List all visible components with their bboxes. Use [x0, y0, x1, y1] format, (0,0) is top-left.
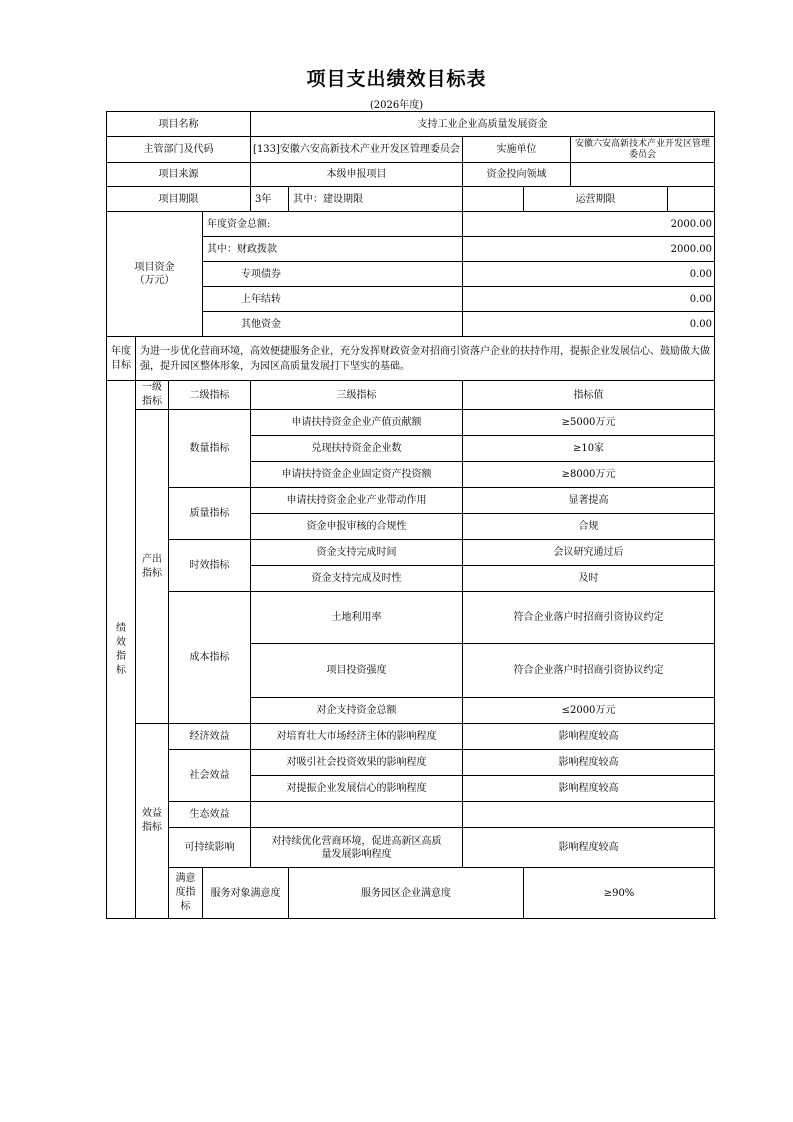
dept-label: 主管部门及代码 — [107, 137, 251, 163]
fund-bond-label: 专项债券 — [203, 262, 463, 287]
sustain-label: 可持续影响 — [169, 828, 251, 868]
cost-label: 成本指标 — [169, 592, 251, 724]
indicator-name: 对企支持资金总额 — [251, 698, 463, 724]
benefit-label: 效益指标 — [136, 724, 169, 919]
indicator-name: 服务园区企业满意度 — [289, 868, 524, 919]
funds-label: 项目资金（万元） — [107, 212, 203, 337]
indicator-value: 显著提高 — [463, 488, 715, 514]
fund-total-label: 年度资金总额: — [203, 212, 463, 237]
indicator-value — [463, 802, 715, 828]
field-label: 资金投向领域 — [463, 163, 571, 187]
source-label: 项目来源 — [107, 163, 251, 187]
perf-label: 绩效指标 — [107, 381, 136, 919]
satisfaction-label: 满意度指标 — [169, 868, 203, 919]
build-period-label: 其中：建设期限 — [289, 187, 463, 212]
impl-unit-label: 实施单位 — [463, 137, 571, 163]
indicator-name: 申请扶持资金企业产业带动作用 — [251, 488, 463, 514]
source-value: 本级申报项目 — [251, 163, 463, 187]
header-l1: 一级指标 — [136, 381, 169, 410]
indicator-value: 影响程度较高 — [463, 828, 715, 868]
fund-carryover-label: 上年结转 — [203, 287, 463, 312]
indicator-value: ≥10家 — [463, 436, 715, 462]
dept-value: [133]安徽六安高新技术产业开发区管理委员会 — [251, 137, 463, 163]
social-label: 社会效益 — [169, 750, 251, 802]
indicator-name: 兑现扶持资金企业数 — [251, 436, 463, 462]
service-label: 服务对象满意度 — [203, 868, 289, 919]
indicator-value: 符合企业落户时招商引资协议约定 — [463, 592, 715, 644]
op-period-label: 运营期限 — [524, 187, 668, 212]
fund-bond-value: 0.00 — [463, 262, 715, 287]
indicator-name: 申请扶持资金企业产值贡献额 — [251, 410, 463, 436]
quantity-label: 数量指标 — [169, 410, 251, 488]
indicator-name: 对培育壮大市场经济主体的影响程度 — [251, 724, 463, 750]
fund-other-value: 0.00 — [463, 312, 715, 337]
indicator-value: 符合企业落户时招商引资协议约定 — [463, 644, 715, 698]
indicator-value: ≤2000万元 — [463, 698, 715, 724]
indicator-value: 影响程度较高 — [463, 776, 715, 802]
period-label: 项目期限 — [107, 187, 251, 212]
objective-text: 为进一步优化营商环境，高效便捷服务企业，充分发挥财政资金对招商引资落户企业的扶持作用，提振企业发展信心、鼓励做大做强，提升园区整体形象，为园区高质量发展打下坚实的基础。 — [136, 337, 715, 381]
fund-carryover-value: 0.00 — [463, 287, 715, 312]
header-l2: 二级指标 — [169, 381, 251, 410]
indicator-value: 影响程度较高 — [463, 724, 715, 750]
indicator-value: 合规 — [463, 514, 715, 540]
indicator-name: 资金支持完成时间 — [251, 540, 463, 566]
indicator-name: 对持续优化营商环境，促进高新区高质量发展影响程度 — [251, 828, 463, 868]
indicator-value: 会议研究通过后 — [463, 540, 715, 566]
indicator-value: ≥5000万元 — [463, 410, 715, 436]
indicator-name: 资金支持完成及时性 — [251, 566, 463, 592]
fiscal-year: (2026年度) — [369, 100, 424, 111]
indicator-name: 对吸引社会投资效果的影响程度 — [251, 750, 463, 776]
economic-label: 经济效益 — [169, 724, 251, 750]
header-l3: 三级指标 — [251, 381, 463, 410]
page-title: 项目支出绩效目标表 — [306, 68, 487, 90]
indicator-name: 资金申报审核的合规性 — [251, 514, 463, 540]
indicator-value: ≥90% — [524, 868, 715, 919]
fund-total-value: 2000.00 — [463, 212, 715, 237]
indicator-name — [251, 802, 463, 828]
performance-target-table — [106, 111, 715, 919]
fund-other-label: 其他资金 — [203, 312, 463, 337]
quality-label: 质量指标 — [169, 488, 251, 540]
period-value: 3年 — [251, 187, 289, 212]
header-value: 指标值 — [463, 381, 715, 410]
impl-unit-value: 安徽六安高新技术产业开发区管理委员会 — [571, 137, 715, 163]
indicator-name: 申请扶持资金企业固定资产投资额 — [251, 462, 463, 488]
indicator-name: 对提振企业发展信心的影响程度 — [251, 776, 463, 802]
indicator-value: ≥8000万元 — [463, 462, 715, 488]
indicator-value: 及时 — [463, 566, 715, 592]
op-period-value — [668, 187, 715, 212]
output-label: 产出指标 — [136, 410, 169, 724]
indicator-name: 土地利用率 — [251, 592, 463, 644]
indicator-value: 影响程度较高 — [463, 750, 715, 776]
field-value — [571, 163, 715, 187]
build-period-value — [463, 187, 524, 212]
indicator-name: 项目投资强度 — [251, 644, 463, 698]
fund-fiscal-value: 2000.00 — [463, 237, 715, 262]
project-name-value: 支持工业企业高质量发展资金 — [251, 112, 715, 137]
objective-label: 年度目标 — [107, 337, 136, 381]
eco-label: 生态效益 — [169, 802, 251, 828]
time-label: 时效指标 — [169, 540, 251, 592]
project-name-label: 项目名称 — [107, 112, 251, 137]
fund-fiscal-label: 其中：财政拨款 — [203, 237, 463, 262]
